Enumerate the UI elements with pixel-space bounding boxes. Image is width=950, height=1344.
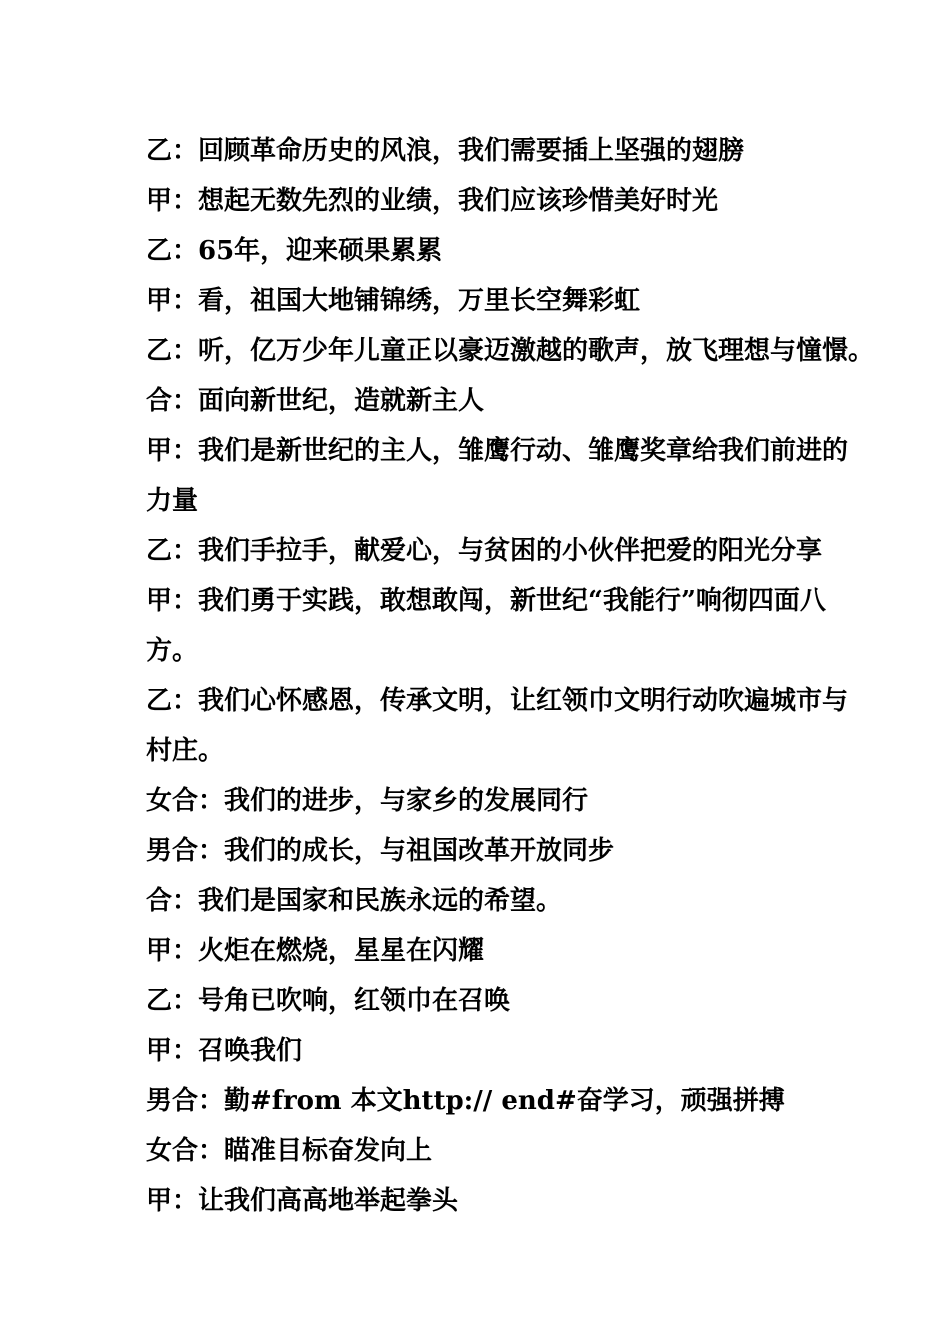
text-line: 村庄。 — [146, 736, 225, 766]
text-line: 乙：65年，迎来硕果累累 — [146, 236, 443, 266]
text-line: 女合：我们的进步，与家乡的发展同行 — [146, 786, 589, 816]
text-line: 乙：我们手拉手，献爱心，与贫困的小伙伴把爱的阳光分享 — [146, 536, 823, 566]
text-line: 方。 — [146, 636, 199, 666]
text-line: 乙：听，亿万少年儿童正以豪迈激越的歌声，放飞理想与憧憬。 — [146, 336, 875, 366]
text-line: 甲：让我们高高地举起拳头 — [146, 1186, 459, 1216]
text-line: 合：面向新世纪，造就新主人 — [146, 386, 485, 416]
text-line: 女合：瞄准目标奋发向上 — [146, 1136, 433, 1166]
text-line: 乙：号角已吹响，红领巾在召唤 — [146, 986, 511, 1016]
text-line: 甲：我们是新世纪的主人，雏鹰行动、雏鹰奖章给我们前进的 — [146, 436, 849, 466]
text-line: 力量 — [146, 486, 199, 516]
text-line: 甲：想起无数先烈的业绩，我们应该珍惜美好时光 — [146, 186, 719, 216]
text-line: 甲：火炬在燃烧，星星在闪耀 — [146, 936, 485, 966]
script-text-body — [146, 126, 875, 1226]
text-line: 合：我们是国家和民族永远的希望。 — [146, 886, 563, 916]
text-line: 乙：回顾革命历史的风浪，我们需要插上坚强的翅膀 — [146, 136, 745, 166]
text-line: 男合：我们的成长，与祖国改革开放同步 — [146, 836, 615, 866]
text-line: 甲：我们勇于实践，敢想敢闯，新世纪“我能行”响彻四面八 — [146, 586, 826, 616]
text-line: 男合：勤#from 本文http:// end#奋学习，顽强拼搏 — [146, 1086, 785, 1116]
text-line: 甲：召唤我们 — [146, 1036, 303, 1066]
text-line: 甲：看，祖国大地铺锦绣，万里长空舞彩虹 — [146, 286, 641, 316]
text-line: 乙：我们心怀感恩，传承文明，让红领巾文明行动吹遍城市与 — [146, 686, 849, 716]
